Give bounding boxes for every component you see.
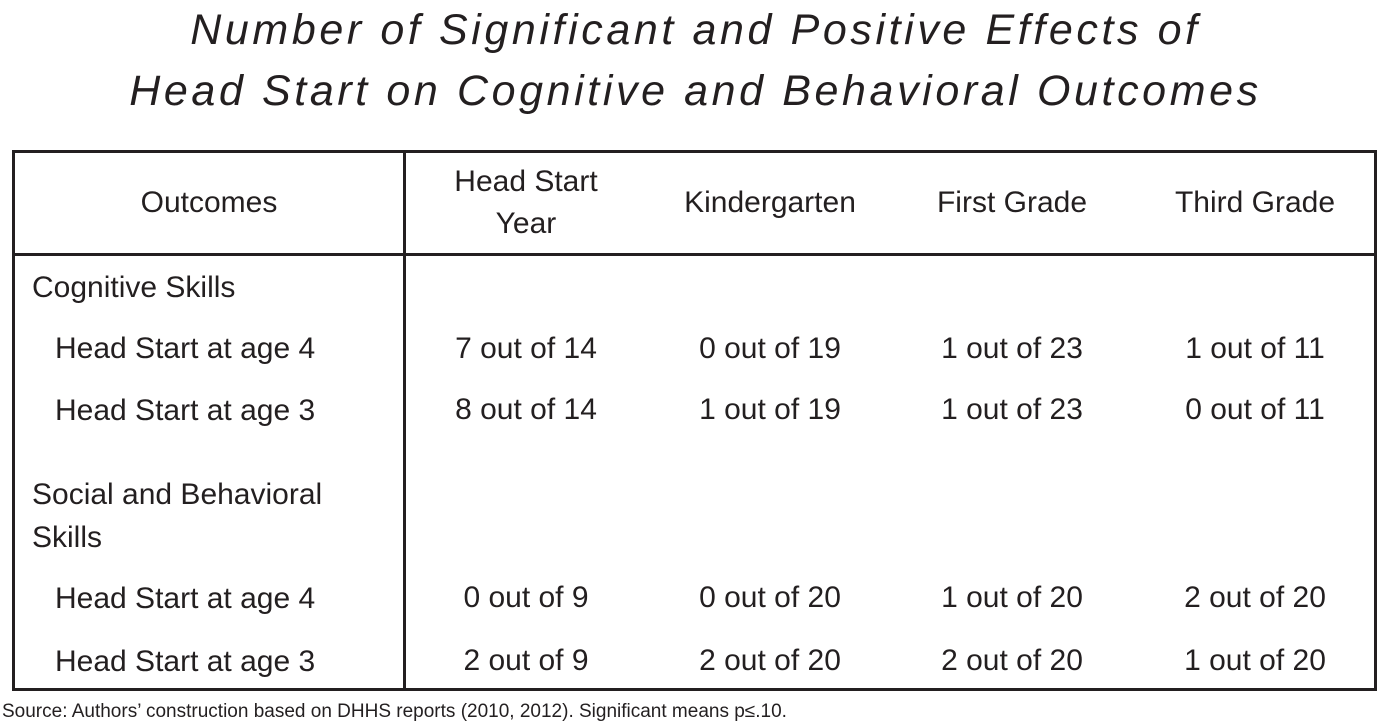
table-cell: 1 out of 20 [941,581,1083,614]
table-cell: 1 out of 23 [941,393,1083,426]
table-cell: 2 out of 20 [941,644,1083,677]
row-label: Head Start at age 3 [55,394,316,427]
column-header-kindergarten [650,161,890,245]
column-header-head-start-year-line-2: Year [495,207,557,240]
table-cell: 7 out of 14 [455,332,597,365]
column-header-head-start-year-text [454,161,597,245]
table-cell: 2 out of 9 [463,644,589,677]
column-header-kindergarten-text: Kindergarten [684,186,856,219]
table-cell: 1 out of 23 [941,332,1083,365]
table-cell: 1 out of 20 [1184,644,1326,677]
section-label-cognitive-skills [32,266,235,309]
table-cell: 0 out of 11 [1185,393,1325,426]
row-label: Head Start at age 3 [55,645,316,678]
chart-title-line-2: Head Start on Cognitive and Behavioral Outcomes [129,67,1262,115]
section-label-cognitive-skills-line-1: Cognitive Skills [32,271,236,304]
table-cell: 8 out of 14 [455,393,597,426]
section-label-social-behavioral-line-2: Skills [32,521,103,554]
table-cell: 0 out of 19 [699,332,841,365]
row-label: Head Start at age 4 [55,332,316,365]
table-header-divider [12,253,1377,256]
column-header-third-grade [1135,161,1375,245]
chart-title-line-1: Number of Significant and Positive Effects of [190,6,1201,54]
row-label: Head Start at age 4 [55,582,316,615]
table-cell: 2 out of 20 [1184,581,1326,614]
column-header-head-start-year-line-1: Head Start [454,165,598,198]
column-header-first-grade [892,161,1132,245]
column-header-head-start-year [406,161,646,245]
table-cell: 2 out of 20 [699,644,841,677]
table-cell: 0 out of 9 [463,581,589,614]
column-header-outcomes-text: Outcomes [140,186,278,219]
table-cell: 0 out of 20 [699,581,841,614]
column-header-outcomes [15,161,403,245]
table-cell: 1 out of 19 [699,393,841,426]
section-label-social-behavioral-skills [32,473,322,559]
source-note: Source: Authors’ construction based on DHHS reports (2010, 2012). Significant means p≤.10. [2,701,787,722]
column-header-first-grade-text: First Grade [936,186,1088,219]
column-header-third-grade-text: Third Grade [1174,186,1336,219]
section-label-social-behavioral-line-1: Social and Behavioral [32,478,323,511]
chart-title [0,0,1391,122]
table-cell: 1 out of 11 [1185,332,1325,365]
